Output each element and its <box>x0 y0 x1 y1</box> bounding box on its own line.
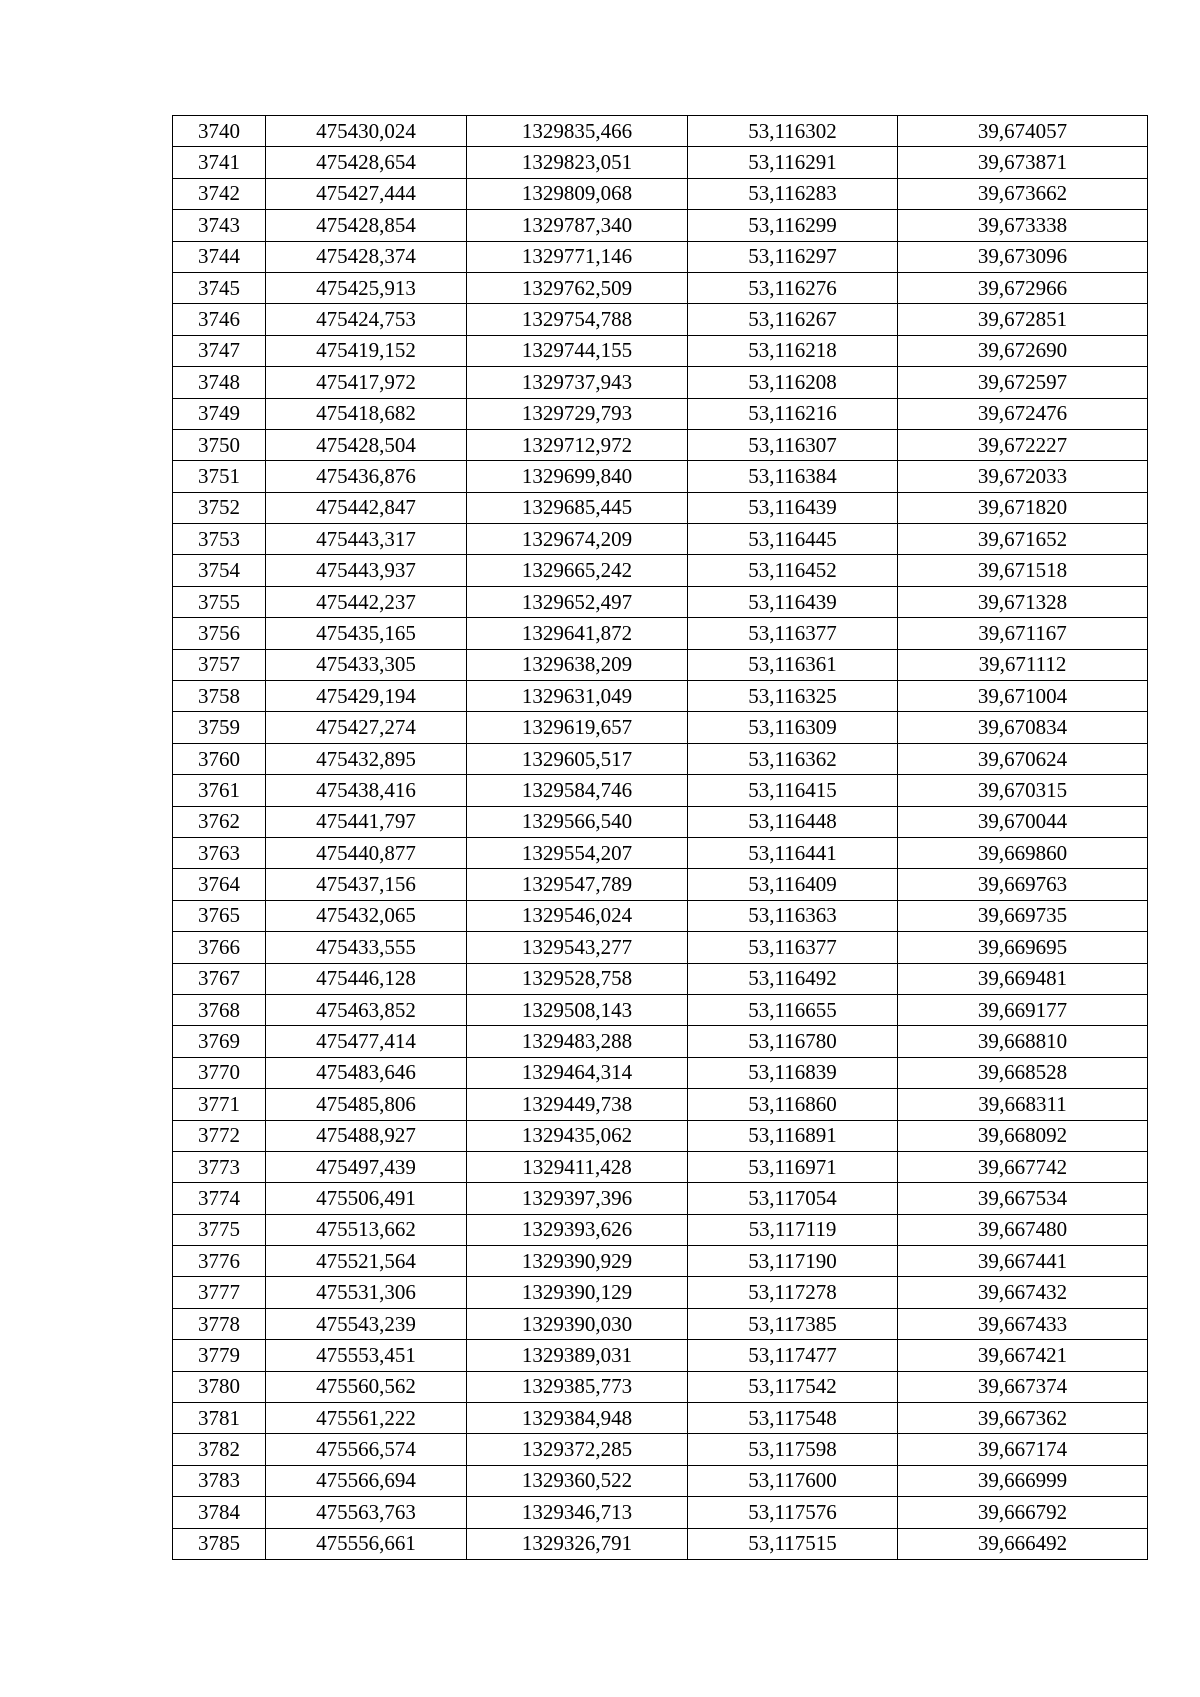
y-coordinate-cell: 1329823,051 <box>467 147 688 178</box>
point-number-cell: 3747 <box>173 335 266 366</box>
table-row <box>173 335 1148 366</box>
y-coordinate-cell: 1329547,789 <box>467 869 688 900</box>
x-coordinate-cell: 475427,274 <box>266 712 467 743</box>
longitude-cell: 39,673096 <box>898 241 1148 272</box>
table-row <box>173 461 1148 492</box>
point-number-cell: 3749 <box>173 398 266 429</box>
longitude-cell: 39,674057 <box>898 116 1148 147</box>
latitude-cell: 53,116441 <box>688 837 898 868</box>
point-number-cell: 3759 <box>173 712 266 743</box>
x-coordinate-cell: 475506,491 <box>266 1183 467 1214</box>
longitude-cell: 39,672476 <box>898 398 1148 429</box>
longitude-cell: 39,672033 <box>898 461 1148 492</box>
x-coordinate-cell: 475433,305 <box>266 649 467 680</box>
longitude-cell: 39,668311 <box>898 1089 1148 1120</box>
x-coordinate-cell: 475427,444 <box>266 178 467 209</box>
table-row <box>173 900 1148 931</box>
latitude-cell: 53,117598 <box>688 1434 898 1465</box>
table-row <box>173 1214 1148 1245</box>
longitude-cell: 39,666999 <box>898 1465 1148 1496</box>
longitude-cell: 39,670624 <box>898 743 1148 774</box>
point-number-cell: 3778 <box>173 1308 266 1339</box>
y-coordinate-cell: 1329411,428 <box>467 1151 688 1182</box>
x-coordinate-cell: 475442,847 <box>266 492 467 523</box>
y-coordinate-cell: 1329619,657 <box>467 712 688 743</box>
y-coordinate-cell: 1329712,972 <box>467 429 688 460</box>
table-row <box>173 1465 1148 1496</box>
longitude-cell: 39,672227 <box>898 429 1148 460</box>
table-row <box>173 1183 1148 1214</box>
latitude-cell: 53,116291 <box>688 147 898 178</box>
table-row <box>173 1371 1148 1402</box>
point-number-cell: 3743 <box>173 210 266 241</box>
latitude-cell: 53,116362 <box>688 743 898 774</box>
latitude-cell: 53,116297 <box>688 241 898 272</box>
longitude-cell: 39,668092 <box>898 1120 1148 1151</box>
point-number-cell: 3757 <box>173 649 266 680</box>
y-coordinate-cell: 1329699,840 <box>467 461 688 492</box>
y-coordinate-cell: 1329390,929 <box>467 1246 688 1277</box>
y-coordinate-cell: 1329393,626 <box>467 1214 688 1245</box>
longitude-cell: 39,671652 <box>898 524 1148 555</box>
x-coordinate-cell: 475477,414 <box>266 1026 467 1057</box>
table-row <box>173 1089 1148 1120</box>
table-row <box>173 398 1148 429</box>
x-coordinate-cell: 475485,806 <box>266 1089 467 1120</box>
latitude-cell: 53,117190 <box>688 1246 898 1277</box>
x-coordinate-cell: 475419,152 <box>266 335 467 366</box>
longitude-cell: 39,672690 <box>898 335 1148 366</box>
point-number-cell: 3760 <box>173 743 266 774</box>
table-row <box>173 1434 1148 1465</box>
table-row <box>173 524 1148 555</box>
table-row <box>173 586 1148 617</box>
x-coordinate-cell: 475531,306 <box>266 1277 467 1308</box>
x-coordinate-cell: 475428,504 <box>266 429 467 460</box>
y-coordinate-cell: 1329384,948 <box>467 1403 688 1434</box>
table-row <box>173 429 1148 460</box>
table-row <box>173 837 1148 868</box>
point-number-cell: 3776 <box>173 1246 266 1277</box>
latitude-cell: 53,116299 <box>688 210 898 241</box>
y-coordinate-cell: 1329483,288 <box>467 1026 688 1057</box>
longitude-cell: 39,667433 <box>898 1308 1148 1339</box>
x-coordinate-cell: 475428,374 <box>266 241 467 272</box>
table-body <box>173 116 1148 1560</box>
point-number-cell: 3779 <box>173 1340 266 1371</box>
latitude-cell: 53,116283 <box>688 178 898 209</box>
table-row <box>173 304 1148 335</box>
longitude-cell: 39,671004 <box>898 681 1148 712</box>
x-coordinate-cell: 475441,797 <box>266 806 467 837</box>
y-coordinate-cell: 1329809,068 <box>467 178 688 209</box>
point-number-cell: 3774 <box>173 1183 266 1214</box>
point-number-cell: 3782 <box>173 1434 266 1465</box>
point-number-cell: 3750 <box>173 429 266 460</box>
point-number-cell: 3771 <box>173 1089 266 1120</box>
y-coordinate-cell: 1329397,396 <box>467 1183 688 1214</box>
point-number-cell: 3784 <box>173 1497 266 1528</box>
point-number-cell: 3766 <box>173 932 266 963</box>
latitude-cell: 53,116452 <box>688 555 898 586</box>
x-coordinate-cell: 475417,972 <box>266 367 467 398</box>
x-coordinate-cell: 475563,763 <box>266 1497 467 1528</box>
longitude-cell: 39,673338 <box>898 210 1148 241</box>
table-row <box>173 555 1148 586</box>
longitude-cell: 39,667374 <box>898 1371 1148 1402</box>
y-coordinate-cell: 1329385,773 <box>467 1371 688 1402</box>
y-coordinate-cell: 1329543,277 <box>467 932 688 963</box>
table-row <box>173 1277 1148 1308</box>
latitude-cell: 53,116377 <box>688 618 898 649</box>
y-coordinate-cell: 1329787,340 <box>467 210 688 241</box>
point-number-cell: 3751 <box>173 461 266 492</box>
longitude-cell: 39,672966 <box>898 272 1148 303</box>
y-coordinate-cell: 1329584,746 <box>467 775 688 806</box>
x-coordinate-cell: 475428,854 <box>266 210 467 241</box>
table-row <box>173 618 1148 649</box>
table-row <box>173 963 1148 994</box>
point-number-cell: 3768 <box>173 994 266 1025</box>
longitude-cell: 39,667441 <box>898 1246 1148 1277</box>
x-coordinate-cell: 475513,662 <box>266 1214 467 1245</box>
longitude-cell: 39,672597 <box>898 367 1148 398</box>
latitude-cell: 53,117515 <box>688 1528 898 1559</box>
longitude-cell: 39,671112 <box>898 649 1148 680</box>
latitude-cell: 53,116439 <box>688 492 898 523</box>
latitude-cell: 53,117278 <box>688 1277 898 1308</box>
x-coordinate-cell: 475425,913 <box>266 272 467 303</box>
x-coordinate-cell: 475442,237 <box>266 586 467 617</box>
table-row <box>173 1120 1148 1151</box>
longitude-cell: 39,669695 <box>898 932 1148 963</box>
x-coordinate-cell: 475437,156 <box>266 869 467 900</box>
x-coordinate-cell: 475543,239 <box>266 1308 467 1339</box>
longitude-cell: 39,666492 <box>898 1528 1148 1559</box>
x-coordinate-cell: 475560,562 <box>266 1371 467 1402</box>
latitude-cell: 53,116860 <box>688 1089 898 1120</box>
point-number-cell: 3754 <box>173 555 266 586</box>
y-coordinate-cell: 1329389,031 <box>467 1340 688 1371</box>
latitude-cell: 53,116415 <box>688 775 898 806</box>
y-coordinate-cell: 1329554,207 <box>467 837 688 868</box>
y-coordinate-cell: 1329729,793 <box>467 398 688 429</box>
y-coordinate-cell: 1329566,540 <box>467 806 688 837</box>
longitude-cell: 39,667480 <box>898 1214 1148 1245</box>
table-row <box>173 932 1148 963</box>
latitude-cell: 53,116267 <box>688 304 898 335</box>
table-row <box>173 492 1148 523</box>
latitude-cell: 53,116492 <box>688 963 898 994</box>
longitude-cell: 39,669860 <box>898 837 1148 868</box>
x-coordinate-cell: 475463,852 <box>266 994 467 1025</box>
y-coordinate-cell: 1329641,872 <box>467 618 688 649</box>
latitude-cell: 53,117119 <box>688 1214 898 1245</box>
point-number-cell: 3758 <box>173 681 266 712</box>
table-row <box>173 1026 1148 1057</box>
latitude-cell: 53,116971 <box>688 1151 898 1182</box>
latitude-cell: 53,117477 <box>688 1340 898 1371</box>
latitude-cell: 53,117385 <box>688 1308 898 1339</box>
point-number-cell: 3761 <box>173 775 266 806</box>
x-coordinate-cell: 475443,317 <box>266 524 467 555</box>
y-coordinate-cell: 1329754,788 <box>467 304 688 335</box>
point-number-cell: 3740 <box>173 116 266 147</box>
longitude-cell: 39,671167 <box>898 618 1148 649</box>
longitude-cell: 39,670834 <box>898 712 1148 743</box>
point-number-cell: 3762 <box>173 806 266 837</box>
point-number-cell: 3748 <box>173 367 266 398</box>
x-coordinate-cell: 475424,753 <box>266 304 467 335</box>
longitude-cell: 39,671328 <box>898 586 1148 617</box>
table-row <box>173 1403 1148 1434</box>
coordinates-table <box>172 115 1148 1560</box>
point-number-cell: 3742 <box>173 178 266 209</box>
point-number-cell: 3783 <box>173 1465 266 1496</box>
longitude-cell: 39,667742 <box>898 1151 1148 1182</box>
y-coordinate-cell: 1329435,062 <box>467 1120 688 1151</box>
point-number-cell: 3780 <box>173 1371 266 1402</box>
point-number-cell: 3764 <box>173 869 266 900</box>
table-row <box>173 1308 1148 1339</box>
y-coordinate-cell: 1329346,713 <box>467 1497 688 1528</box>
point-number-cell: 3741 <box>173 147 266 178</box>
y-coordinate-cell: 1329508,143 <box>467 994 688 1025</box>
longitude-cell: 39,670315 <box>898 775 1148 806</box>
y-coordinate-cell: 1329372,285 <box>467 1434 688 1465</box>
y-coordinate-cell: 1329737,943 <box>467 367 688 398</box>
x-coordinate-cell: 475428,654 <box>266 147 467 178</box>
latitude-cell: 53,117542 <box>688 1371 898 1402</box>
longitude-cell: 39,669177 <box>898 994 1148 1025</box>
longitude-cell: 39,667432 <box>898 1277 1148 1308</box>
x-coordinate-cell: 475488,927 <box>266 1120 467 1151</box>
y-coordinate-cell: 1329835,466 <box>467 116 688 147</box>
table-row <box>173 147 1148 178</box>
point-number-cell: 3772 <box>173 1120 266 1151</box>
point-number-cell: 3775 <box>173 1214 266 1245</box>
longitude-cell: 39,673662 <box>898 178 1148 209</box>
point-number-cell: 3744 <box>173 241 266 272</box>
table-row <box>173 649 1148 680</box>
latitude-cell: 53,116445 <box>688 524 898 555</box>
point-number-cell: 3763 <box>173 837 266 868</box>
x-coordinate-cell: 475566,694 <box>266 1465 467 1496</box>
table-row <box>173 712 1148 743</box>
point-number-cell: 3785 <box>173 1528 266 1559</box>
y-coordinate-cell: 1329390,129 <box>467 1277 688 1308</box>
y-coordinate-cell: 1329638,209 <box>467 649 688 680</box>
latitude-cell: 53,117576 <box>688 1497 898 1528</box>
point-number-cell: 3781 <box>173 1403 266 1434</box>
latitude-cell: 53,116448 <box>688 806 898 837</box>
coordinates-table-container <box>172 115 1147 1560</box>
table-row <box>173 806 1148 837</box>
latitude-cell: 53,116655 <box>688 994 898 1025</box>
longitude-cell: 39,670044 <box>898 806 1148 837</box>
longitude-cell: 39,667534 <box>898 1183 1148 1214</box>
longitude-cell: 39,671820 <box>898 492 1148 523</box>
point-number-cell: 3773 <box>173 1151 266 1182</box>
longitude-cell: 39,669763 <box>898 869 1148 900</box>
table-row <box>173 1340 1148 1371</box>
point-number-cell: 3745 <box>173 272 266 303</box>
latitude-cell: 53,116276 <box>688 272 898 303</box>
table-row <box>173 1151 1148 1182</box>
longitude-cell: 39,668528 <box>898 1057 1148 1088</box>
table-row <box>173 681 1148 712</box>
y-coordinate-cell: 1329464,314 <box>467 1057 688 1088</box>
x-coordinate-cell: 475435,165 <box>266 618 467 649</box>
latitude-cell: 53,116439 <box>688 586 898 617</box>
latitude-cell: 53,116302 <box>688 116 898 147</box>
x-coordinate-cell: 475483,646 <box>266 1057 467 1088</box>
latitude-cell: 53,116891 <box>688 1120 898 1151</box>
longitude-cell: 39,669735 <box>898 900 1148 931</box>
latitude-cell: 53,117600 <box>688 1465 898 1496</box>
latitude-cell: 53,116307 <box>688 429 898 460</box>
latitude-cell: 53,116208 <box>688 367 898 398</box>
latitude-cell: 53,116363 <box>688 900 898 931</box>
longitude-cell: 39,672851 <box>898 304 1148 335</box>
point-number-cell: 3769 <box>173 1026 266 1057</box>
latitude-cell: 53,116325 <box>688 681 898 712</box>
y-coordinate-cell: 1329390,030 <box>467 1308 688 1339</box>
longitude-cell: 39,673871 <box>898 147 1148 178</box>
y-coordinate-cell: 1329652,497 <box>467 586 688 617</box>
y-coordinate-cell: 1329605,517 <box>467 743 688 774</box>
y-coordinate-cell: 1329360,522 <box>467 1465 688 1496</box>
table-row <box>173 1497 1148 1528</box>
x-coordinate-cell: 475566,574 <box>266 1434 467 1465</box>
longitude-cell: 39,671518 <box>898 555 1148 586</box>
x-coordinate-cell: 475430,024 <box>266 116 467 147</box>
longitude-cell: 39,669481 <box>898 963 1148 994</box>
longitude-cell: 39,667362 <box>898 1403 1148 1434</box>
y-coordinate-cell: 1329631,049 <box>467 681 688 712</box>
table-row <box>173 775 1148 806</box>
x-coordinate-cell: 475443,937 <box>266 555 467 586</box>
latitude-cell: 53,116409 <box>688 869 898 900</box>
latitude-cell: 53,116309 <box>688 712 898 743</box>
x-coordinate-cell: 475438,416 <box>266 775 467 806</box>
y-coordinate-cell: 1329326,791 <box>467 1528 688 1559</box>
x-coordinate-cell: 475553,451 <box>266 1340 467 1371</box>
latitude-cell: 53,116839 <box>688 1057 898 1088</box>
table-row <box>173 869 1148 900</box>
x-coordinate-cell: 475436,876 <box>266 461 467 492</box>
x-coordinate-cell: 475521,564 <box>266 1246 467 1277</box>
table-row <box>173 1057 1148 1088</box>
x-coordinate-cell: 475446,128 <box>266 963 467 994</box>
x-coordinate-cell: 475561,222 <box>266 1403 467 1434</box>
point-number-cell: 3777 <box>173 1277 266 1308</box>
y-coordinate-cell: 1329665,242 <box>467 555 688 586</box>
y-coordinate-cell: 1329685,445 <box>467 492 688 523</box>
x-coordinate-cell: 475418,682 <box>266 398 467 429</box>
y-coordinate-cell: 1329771,146 <box>467 241 688 272</box>
x-coordinate-cell: 475433,555 <box>266 932 467 963</box>
point-number-cell: 3755 <box>173 586 266 617</box>
longitude-cell: 39,667174 <box>898 1434 1148 1465</box>
latitude-cell: 53,116361 <box>688 649 898 680</box>
y-coordinate-cell: 1329528,758 <box>467 963 688 994</box>
table-row <box>173 994 1148 1025</box>
latitude-cell: 53,117054 <box>688 1183 898 1214</box>
table-row <box>173 367 1148 398</box>
x-coordinate-cell: 475429,194 <box>266 681 467 712</box>
longitude-cell: 39,666792 <box>898 1497 1148 1528</box>
y-coordinate-cell: 1329744,155 <box>467 335 688 366</box>
latitude-cell: 53,116218 <box>688 335 898 366</box>
point-number-cell: 3767 <box>173 963 266 994</box>
table-row <box>173 210 1148 241</box>
y-coordinate-cell: 1329674,209 <box>467 524 688 555</box>
x-coordinate-cell: 475432,895 <box>266 743 467 774</box>
y-coordinate-cell: 1329546,024 <box>467 900 688 931</box>
point-number-cell: 3753 <box>173 524 266 555</box>
table-row <box>173 1528 1148 1559</box>
longitude-cell: 39,667421 <box>898 1340 1148 1371</box>
y-coordinate-cell: 1329762,509 <box>467 272 688 303</box>
x-coordinate-cell: 475556,661 <box>266 1528 467 1559</box>
x-coordinate-cell: 475440,877 <box>266 837 467 868</box>
longitude-cell: 39,668810 <box>898 1026 1148 1057</box>
table-row <box>173 272 1148 303</box>
point-number-cell: 3765 <box>173 900 266 931</box>
latitude-cell: 53,116216 <box>688 398 898 429</box>
point-number-cell: 3752 <box>173 492 266 523</box>
table-row <box>173 241 1148 272</box>
table-row <box>173 178 1148 209</box>
point-number-cell: 3756 <box>173 618 266 649</box>
latitude-cell: 53,117548 <box>688 1403 898 1434</box>
point-number-cell: 3746 <box>173 304 266 335</box>
table-row <box>173 743 1148 774</box>
latitude-cell: 53,116377 <box>688 932 898 963</box>
y-coordinate-cell: 1329449,738 <box>467 1089 688 1120</box>
table-row <box>173 116 1148 147</box>
latitude-cell: 53,116780 <box>688 1026 898 1057</box>
latitude-cell: 53,116384 <box>688 461 898 492</box>
point-number-cell: 3770 <box>173 1057 266 1088</box>
table-row <box>173 1246 1148 1277</box>
x-coordinate-cell: 475432,065 <box>266 900 467 931</box>
x-coordinate-cell: 475497,439 <box>266 1151 467 1182</box>
